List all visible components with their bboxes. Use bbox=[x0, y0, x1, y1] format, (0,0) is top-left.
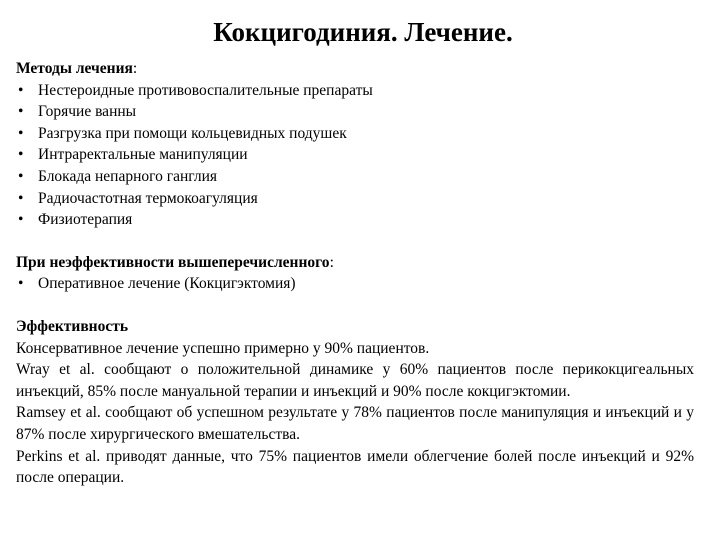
effectiveness-paragraph: Perkins et al. приводят данные, что 75% пациентов имели облегчение болей после инъекций и 92% после операции. bbox=[16, 447, 694, 487]
bullet-icon: • bbox=[18, 81, 24, 99]
methods-heading-colon: : bbox=[132, 60, 138, 77]
list-item bbox=[16, 101, 694, 123]
bullet-icon: • bbox=[18, 189, 24, 207]
list-item-text: Нестероидные противовоспалительные препараты bbox=[38, 81, 373, 99]
effectiveness-paragraph: Wray et al. сообщают о положительной динамике у 60% пациентов после перикокцигеальных инъекций, 85% после мануальной терапии и инъекций и 90% после кокцигэктомии. bbox=[16, 361, 694, 400]
bullet-icon: • bbox=[18, 146, 24, 164]
list-item-text: Горячие ванны bbox=[38, 103, 137, 121]
effectiveness-heading bbox=[16, 316, 694, 338]
list-item-text: Блокада непарного ганглия bbox=[38, 167, 217, 185]
slide-content bbox=[16, 58, 694, 489]
list-item-text: Интраректальные манипуляции bbox=[38, 146, 248, 164]
methods-list bbox=[16, 80, 694, 231]
methods-heading-line bbox=[16, 58, 694, 80]
list-item-text: Физиотерапия bbox=[38, 211, 133, 229]
list-item-text: Радиочастотная термокоагуляция bbox=[38, 189, 258, 207]
bullet-icon: • bbox=[18, 124, 24, 142]
slide-title: Кокцигодиния. Лечение. bbox=[213, 17, 513, 47]
list-item bbox=[16, 123, 694, 145]
effectiveness-paragraph: Ramsey et al. сообщают об успешном результате у 78% пациентов после манипуляция и инъекций и у 87% после хирургического вмешательства. bbox=[16, 404, 694, 443]
effectiveness-paragraph: Консервативное лечение успешно примерно у 90% пациентов. bbox=[16, 339, 430, 357]
effectiveness-section bbox=[16, 316, 694, 489]
bullet-icon: • bbox=[18, 167, 24, 185]
ineffective-heading-colon: : bbox=[329, 253, 334, 271]
list-item-text: Оперативное лечение (Кокцигэктомия) bbox=[38, 275, 296, 293]
list-item bbox=[16, 144, 694, 166]
bullet-icon: • bbox=[18, 275, 24, 293]
list-item bbox=[16, 166, 694, 188]
list-item bbox=[16, 80, 694, 102]
spacer bbox=[16, 295, 694, 316]
bullet-icon: • bbox=[18, 211, 24, 229]
bullet-icon: • bbox=[18, 103, 24, 121]
effectiveness-heading-text: Эффективность bbox=[16, 317, 129, 335]
list-item bbox=[16, 209, 694, 231]
methods-heading: Методы лечения bbox=[16, 60, 133, 77]
list-item bbox=[16, 188, 694, 210]
spacer bbox=[16, 231, 694, 252]
list-item-text: Разгрузка при помощи кольцевидных подушек bbox=[38, 124, 347, 142]
ineffective-list bbox=[16, 273, 694, 295]
list-item bbox=[16, 273, 694, 295]
ineffective-heading: При неэффективности вышеперечисленного bbox=[16, 253, 330, 271]
ineffective-heading-line bbox=[16, 252, 694, 274]
